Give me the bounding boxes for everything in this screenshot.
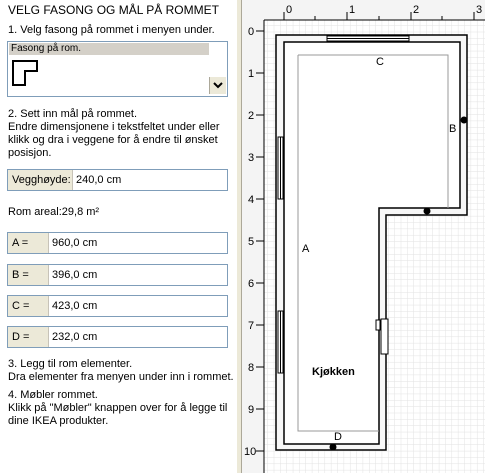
wall-height-label: Vegghøyde: bbox=[8, 170, 73, 190]
step2-line-2: Endre dimensjonene i tekstfeltet under eller bbox=[8, 121, 220, 133]
floor-plan-canvas[interactable] bbox=[242, 0, 485, 473]
wall-height-value[interactable]: 240,0 cm bbox=[76, 174, 122, 186]
room-name-label[interactable]: Kjøkken bbox=[312, 366, 355, 378]
dimension-value-d[interactable]: 232,0 cm bbox=[52, 331, 98, 343]
step3-line-1: 3. Legg til rom elementer. bbox=[8, 358, 133, 370]
dimension-field-d[interactable] bbox=[7, 326, 228, 348]
step2-line-1: 2. Sett inn mål på rommet. bbox=[8, 108, 137, 120]
left-ruler-tick-6: 6 bbox=[248, 278, 255, 290]
wall-handle-step[interactable] bbox=[424, 208, 431, 215]
dimension-label-b: B = bbox=[8, 265, 49, 285]
top-ruler-tick-3: 3 bbox=[476, 4, 483, 16]
left-ruler-tick-4: 4 bbox=[248, 194, 255, 206]
l-shape-room-icon[interactable] bbox=[11, 59, 39, 87]
panel-heading: VELG FASONG OG MÅL PÅ ROMMET bbox=[8, 3, 219, 17]
top-ruler-tick-0: 0 bbox=[286, 4, 293, 16]
step4-line-1: 4. Møbler rommet. bbox=[8, 389, 98, 401]
door-handle bbox=[376, 320, 380, 330]
left-ruler-tick-5: 5 bbox=[248, 236, 255, 248]
wall-label-b: B bbox=[449, 123, 457, 135]
wall-label-c: C bbox=[376, 56, 384, 68]
step2-line-4: posisjon. bbox=[8, 147, 52, 159]
left-ruler-tick-9: 9 bbox=[248, 404, 255, 416]
dimension-value-b[interactable]: 396,0 cm bbox=[52, 269, 98, 281]
dimension-field-c[interactable] bbox=[7, 295, 228, 317]
left-ruler-tick-10: 10 bbox=[244, 446, 257, 458]
shape-dropdown-button[interactable] bbox=[209, 77, 226, 94]
chevron-down-icon bbox=[210, 77, 226, 94]
shape-selector-label: Fasong på rom. bbox=[9, 43, 209, 55]
left-ruler-tick-3: 3 bbox=[248, 152, 255, 164]
step3-line-2: Dra elementer fra menyen under inn i rommet. bbox=[8, 371, 234, 383]
room-area-text: Rom areal:29,8 m² bbox=[8, 206, 100, 218]
floor-plan-area[interactable] bbox=[242, 0, 485, 473]
step4-line-2: Klikk på "Møbler" knappen over for å legge til bbox=[8, 402, 228, 414]
dimension-label-a: A = bbox=[8, 233, 49, 253]
dimension-value-a[interactable]: 960,0 cm bbox=[52, 237, 98, 249]
wall-label-d: D bbox=[334, 431, 342, 443]
door-right[interactable] bbox=[381, 319, 388, 354]
dimension-value-c[interactable]: 423,0 cm bbox=[52, 300, 98, 312]
dimension-label-c: C = bbox=[8, 296, 49, 316]
left-ruler-tick-1: 1 bbox=[248, 68, 255, 80]
top-ruler-tick-1: 1 bbox=[349, 4, 356, 16]
room-setup-panel bbox=[0, 0, 236, 473]
wall-handle-d[interactable] bbox=[330, 444, 337, 451]
step4-line-3: dine IKEA produkter. bbox=[8, 415, 109, 427]
dimension-field-b[interactable] bbox=[7, 264, 228, 286]
dimension-label-d: D = bbox=[8, 327, 49, 347]
left-ruler-tick-8: 8 bbox=[248, 362, 255, 374]
step2-line-3: klikk og dra i veggene for å endre til ønsket bbox=[8, 134, 218, 146]
wall-height-field[interactable] bbox=[7, 169, 228, 191]
top-ruler-tick-2: 2 bbox=[413, 4, 420, 16]
step1-text: 1. Velg fasong på rommet i menyen under. bbox=[8, 24, 215, 36]
left-ruler-tick-0: 0 bbox=[248, 26, 255, 38]
wall-label-a: A bbox=[302, 243, 310, 255]
dimension-field-a[interactable] bbox=[7, 232, 228, 254]
wall-handle-b[interactable] bbox=[461, 117, 468, 124]
top-ruler bbox=[242, 0, 485, 20]
room-shape-selector[interactable] bbox=[7, 41, 228, 97]
left-ruler-tick-2: 2 bbox=[248, 110, 255, 122]
left-ruler-tick-7: 7 bbox=[248, 320, 255, 332]
